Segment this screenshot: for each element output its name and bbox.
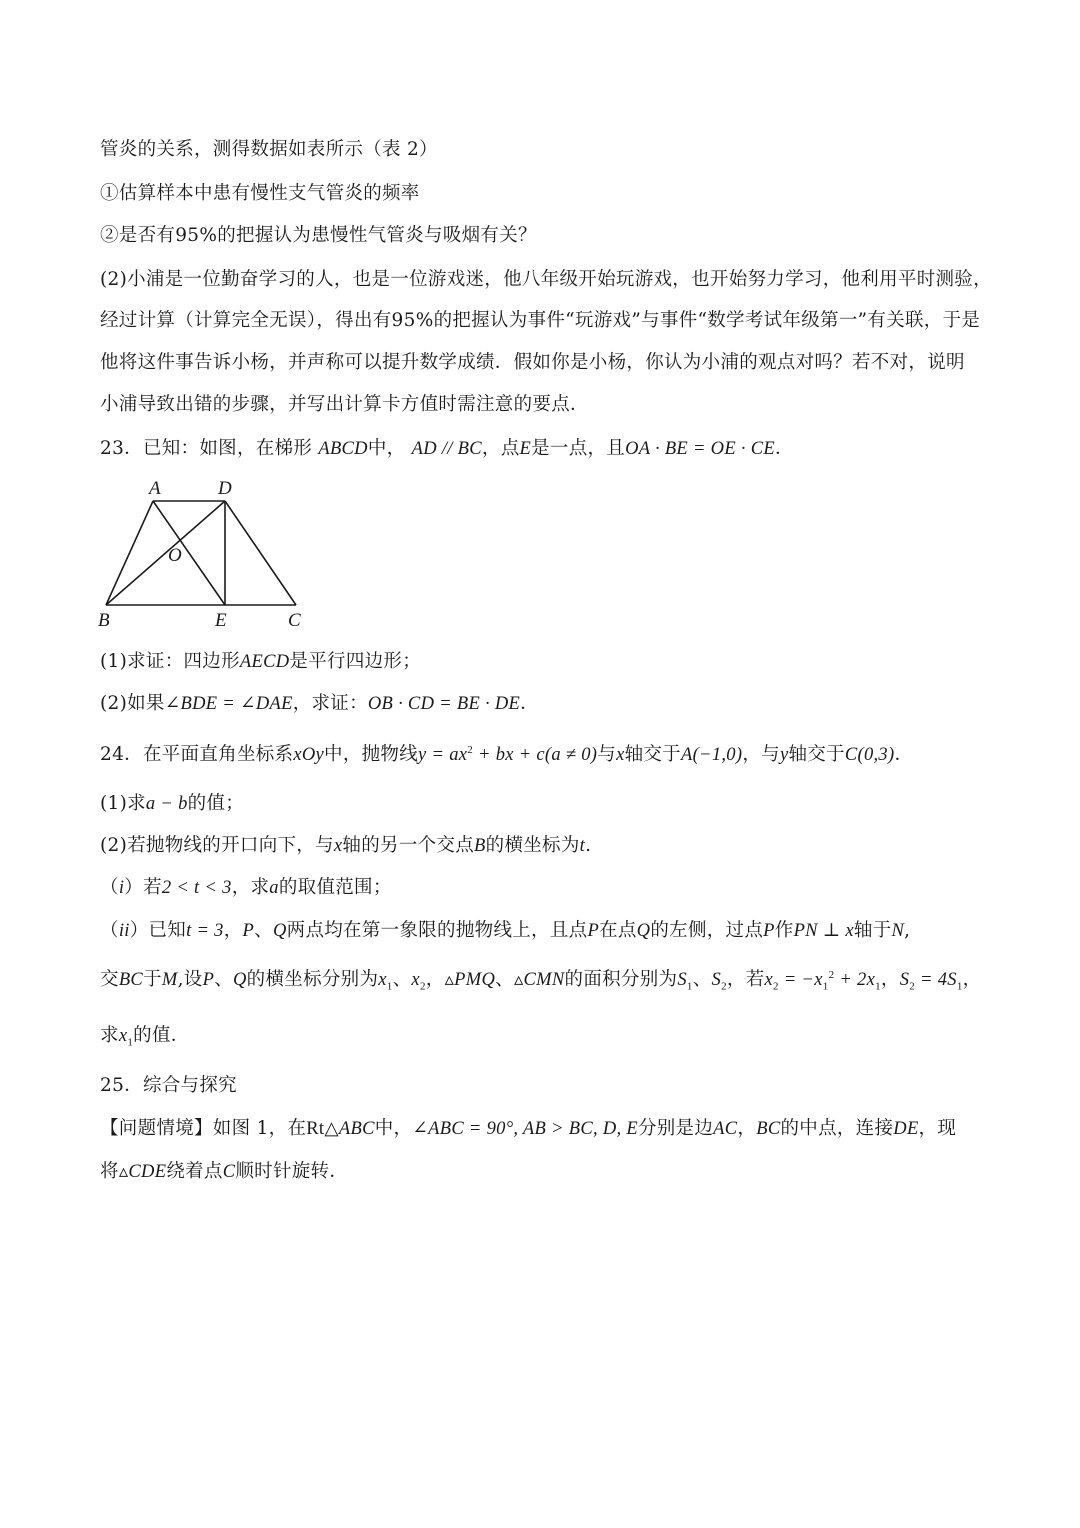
text-line: ②是否有95%的把握认为患慢性气管炎与吸烟有关？	[100, 225, 537, 246]
question-24-part-1: (1)求a − b的值；	[100, 793, 245, 814]
label-e: E	[215, 610, 227, 631]
question-24-final: 求$x_1$的值．	[100, 1025, 190, 1049]
text-line: 小浦导致出错的步骤，并写出计算卡方值时需注意的要点．	[100, 394, 589, 415]
segment-ae	[153, 501, 225, 605]
question-25-context-cont: 将▵CDE绕着点C顺时针旋转．	[100, 1161, 349, 1182]
question-24-part-2-ii: （ii）已知t = 3，P、Q两点均在第一象限的抛物线上，且点P在点Q的左侧，过点P作PN ⊥ x轴于N,	[100, 920, 911, 941]
label-o: O	[168, 545, 182, 566]
text-line: 管炎的关系，测得数据如表所示（表 2）	[100, 139, 438, 160]
question-23-stem: 23．已知：如图，在梯形 ABCD中， AD // BC，点E是一点，且OA · BE = OE · CE．	[100, 438, 794, 459]
label-b: B	[98, 610, 110, 631]
segment-bd	[106, 501, 225, 605]
label-c: C	[288, 610, 301, 631]
question-24-part-2-i: （i）若2 < t < 3，求a的取值范围；	[100, 877, 392, 898]
question-23-part-2: (2)如果∠BDE = ∠DAE，求证：OB · CD = BE · DE．	[100, 693, 539, 714]
text-line: 经过计算（计算完全无误），得出有95%的把握认为事件“玩游戏”与事件“数学考试年级第一”有关联，于是	[100, 310, 981, 331]
question-24-part-2: (2)若抛物线的开口向下，与x轴的另一个交点B的横坐标为t.	[100, 835, 592, 856]
trapezoid-figure	[92, 474, 322, 634]
label-a: A	[149, 478, 161, 499]
question-23-part-1: (1)求证：四边形AECD是平行四边形；	[100, 651, 422, 672]
text-line: (2)小浦是一位勤奋学习的人，也是一位游戏迷，他八年级开始玩游戏，也开始努力学习，他利用平时测验，	[100, 269, 992, 290]
question-25-context: 【问题情境】如图 1，在Rt△ABC中，∠ABC = 90°, AB > BC, D, E分别是边AC，BC的中点，连接DE，现	[100, 1118, 957, 1139]
question-25-title: 25．综合与探究	[100, 1075, 237, 1096]
text-line: ①估算样本中患有慢性支气管炎的频率	[100, 183, 420, 204]
label-d: D	[218, 478, 232, 499]
question-24-part-2-ii-cont: 交BC于M,设P、Q的横坐标分别为$x_1$、$x_2$，▵PMQ、▵CMN的面积分别为$S_1$、$S_2$，若$x_2 = -x_1^2 + 2x_1$，$S_2 = 4S_1$，	[100, 968, 982, 993]
text-line: 他将这件事告诉小杨，并声称可以提升数学成绩．假如你是小杨，你认为小浦的观点对吗？若不对，说明	[100, 352, 965, 373]
segment-ab	[106, 501, 153, 605]
question-24-stem: 24．在平面直角坐标系xOy中，抛物线$y = ax^2$ + bx + c(a ≠ 0)与x轴交于A(−1,0)，与y轴交于C(0,3)．	[100, 743, 914, 765]
segment-dc	[225, 501, 296, 605]
